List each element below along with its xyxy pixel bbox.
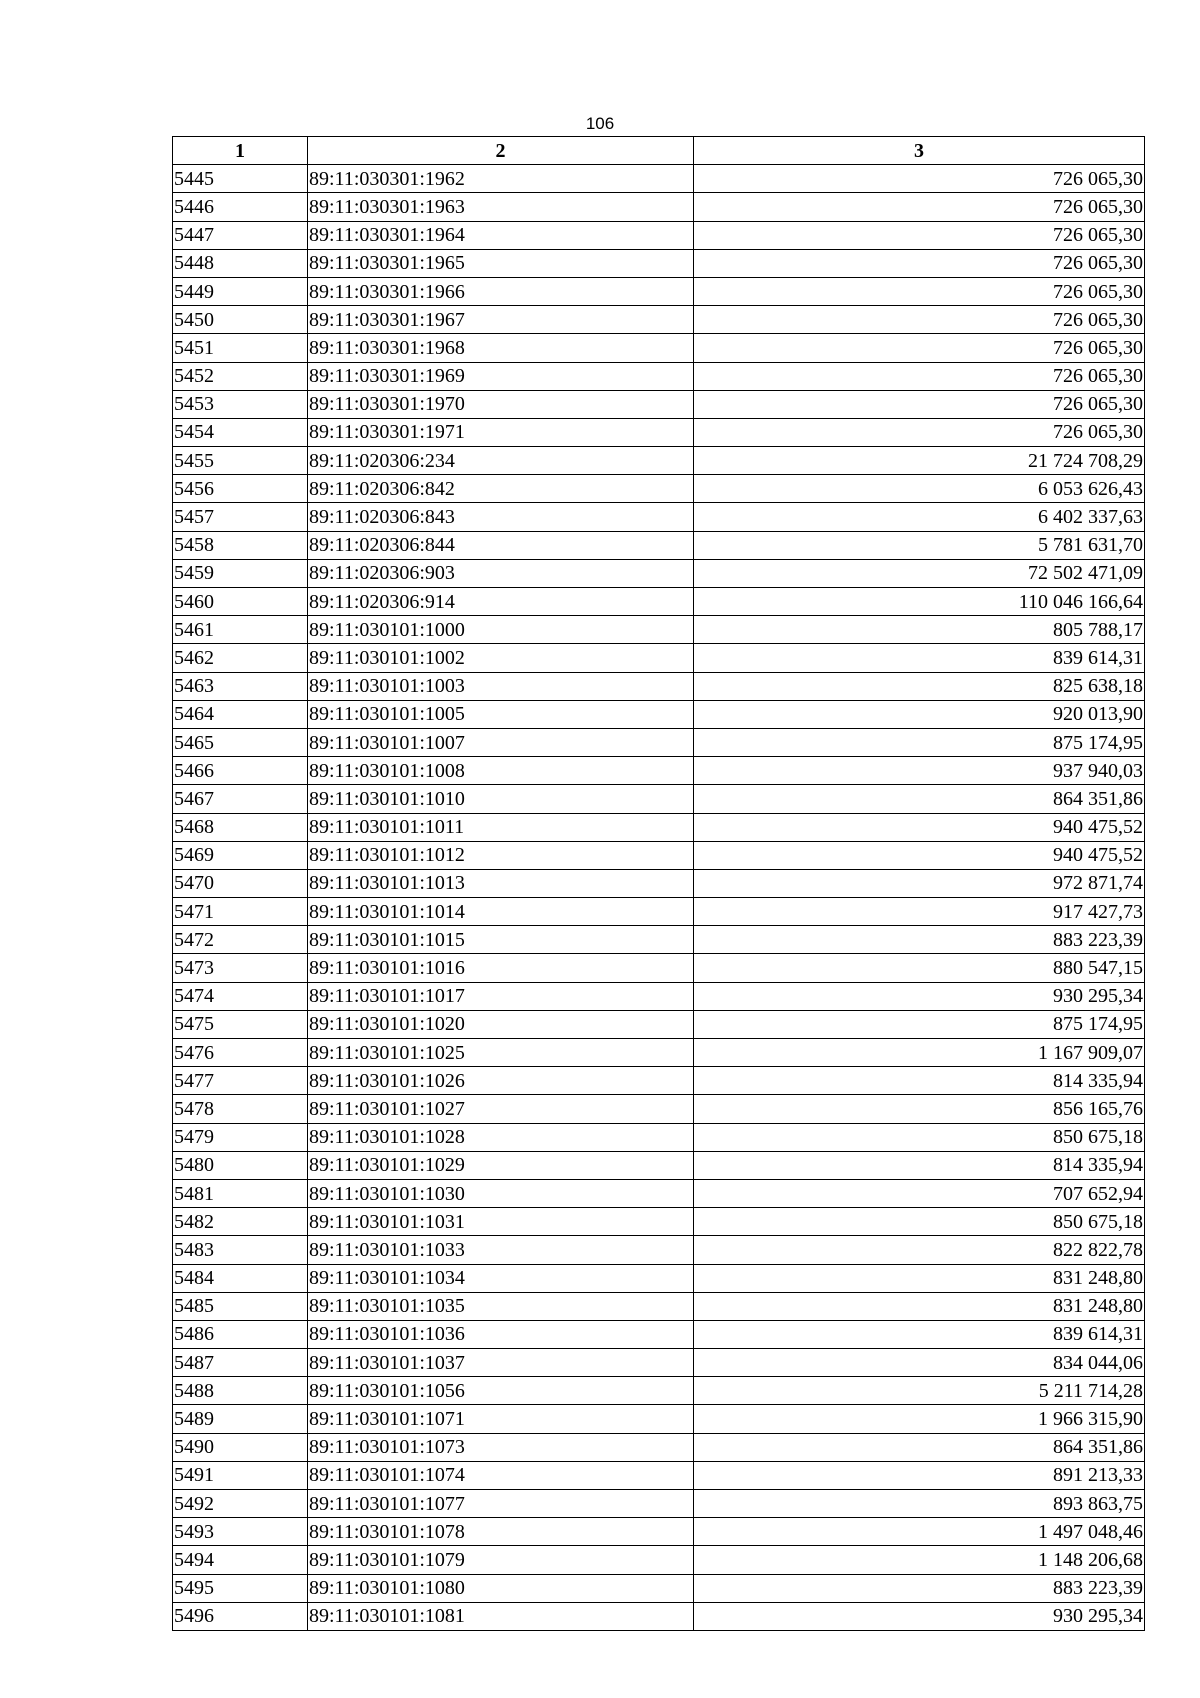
row-number-cell: 5450: [173, 306, 308, 334]
table-row: [173, 334, 1145, 362]
cadastral-number-cell: 89:11:030101:1014: [308, 898, 694, 926]
cadastral-number-cell: 89:11:030101:1073: [308, 1433, 694, 1461]
cadastral-number-cell: 89:11:030101:1027: [308, 1095, 694, 1123]
cadastral-number-cell: 89:11:030101:1080: [308, 1574, 694, 1602]
row-number-cell: 5449: [173, 277, 308, 305]
cadastral-value-cell: 972 871,74: [694, 869, 1145, 897]
table-row: [173, 1123, 1145, 1151]
cadastral-number-cell: 89:11:030301:1962: [308, 165, 694, 193]
table-row: [173, 869, 1145, 897]
table-row: [173, 700, 1145, 728]
table-row: [173, 841, 1145, 869]
cadastral-number-cell: 89:11:030301:1968: [308, 334, 694, 362]
row-number-cell: 5445: [173, 165, 308, 193]
table-row: [173, 1010, 1145, 1038]
page-number: 106: [585, 114, 615, 133]
table-row: [173, 728, 1145, 756]
cadastral-number-cell: 89:11:020306:844: [308, 531, 694, 559]
cadastral-value-cell: 875 174,95: [694, 1010, 1145, 1038]
cadastral-value-cell: 864 351,86: [694, 1433, 1145, 1461]
cadastral-number-cell: 89:11:020306:914: [308, 588, 694, 616]
cadastral-value-cell: 920 013,90: [694, 700, 1145, 728]
column-header-1: 1: [173, 137, 308, 165]
cadastral-number-cell: 89:11:020306:903: [308, 559, 694, 587]
cadastral-value-cell: 875 174,95: [694, 728, 1145, 756]
table-row: [173, 1095, 1145, 1123]
column-header-2: 2: [308, 137, 694, 165]
table-row: [173, 1574, 1145, 1602]
row-number-cell: 5455: [173, 447, 308, 475]
cadastral-number-cell: 89:11:030101:1000: [308, 616, 694, 644]
table-row: [173, 306, 1145, 334]
cadastral-number-cell: 89:11:030301:1971: [308, 418, 694, 446]
cadastral-value-cell: 1 497 048,46: [694, 1518, 1145, 1546]
cadastral-value-cell: 726 065,30: [694, 221, 1145, 249]
cadastral-number-cell: 89:11:030301:1970: [308, 390, 694, 418]
cadastral-value-cell: 883 223,39: [694, 1574, 1145, 1602]
cadastral-number-cell: 89:11:030101:1036: [308, 1320, 694, 1348]
cadastral-value-cell: 6 053 626,43: [694, 475, 1145, 503]
cadastral-number-cell: 89:11:030101:1015: [308, 926, 694, 954]
cadastral-value-cell: 839 614,31: [694, 1320, 1145, 1348]
cadastral-number-cell: 89:11:030101:1016: [308, 954, 694, 982]
row-number-cell: 5456: [173, 475, 308, 503]
row-number-cell: 5495: [173, 1574, 308, 1602]
cadastral-number-cell: 89:11:030101:1017: [308, 982, 694, 1010]
cadastral-value-cell: 850 675,18: [694, 1123, 1145, 1151]
row-number-cell: 5452: [173, 362, 308, 390]
cadastral-value-cell: 21 724 708,29: [694, 447, 1145, 475]
cadastral-value-cell: 726 065,30: [694, 362, 1145, 390]
row-number-cell: 5487: [173, 1349, 308, 1377]
row-number-cell: 5478: [173, 1095, 308, 1123]
table-row: [173, 221, 1145, 249]
table-row: [173, 390, 1145, 418]
cadastral-number-cell: 89:11:030101:1010: [308, 785, 694, 813]
cadastral-number-cell: 89:11:030101:1035: [308, 1292, 694, 1320]
table-row: [173, 249, 1145, 277]
cadastral-number-cell: 89:11:030101:1034: [308, 1264, 694, 1292]
row-number-cell: 5486: [173, 1320, 308, 1348]
row-number-cell: 5489: [173, 1405, 308, 1433]
row-number-cell: 5466: [173, 757, 308, 785]
table-row: [173, 1433, 1145, 1461]
cadastral-number-cell: 89:11:020306:843: [308, 503, 694, 531]
cadastral-value-cell: 893 863,75: [694, 1490, 1145, 1518]
table-row: [173, 785, 1145, 813]
row-number-cell: 5451: [173, 334, 308, 362]
table-row: [173, 1602, 1145, 1630]
cadastral-value-cell: 937 940,03: [694, 757, 1145, 785]
row-number-cell: 5458: [173, 531, 308, 559]
cadastral-value-cell: 930 295,34: [694, 982, 1145, 1010]
cadastral-number-cell: 89:11:030101:1037: [308, 1349, 694, 1377]
table-row: [173, 1461, 1145, 1489]
row-number-cell: 5453: [173, 390, 308, 418]
table-row: [173, 1490, 1145, 1518]
row-number-cell: 5465: [173, 728, 308, 756]
row-number-cell: 5471: [173, 898, 308, 926]
row-number-cell: 5457: [173, 503, 308, 531]
cadastral-number-cell: 89:11:030301:1966: [308, 277, 694, 305]
table-header-row: [173, 137, 1145, 165]
row-number-cell: 5494: [173, 1546, 308, 1574]
table-row: [173, 1518, 1145, 1546]
cadastral-number-cell: 89:11:020306:234: [308, 447, 694, 475]
row-number-cell: 5493: [173, 1518, 308, 1546]
cadastral-number-cell: 89:11:030101:1013: [308, 869, 694, 897]
cadastral-value-cell: 110 046 166,64: [694, 588, 1145, 616]
row-number-cell: 5472: [173, 926, 308, 954]
row-number-cell: 5483: [173, 1236, 308, 1264]
cadastral-value-cell: 856 165,76: [694, 1095, 1145, 1123]
cadastral-value-cell: 814 335,94: [694, 1067, 1145, 1095]
cadastral-number-cell: 89:11:030101:1026: [308, 1067, 694, 1095]
table-row: [173, 362, 1145, 390]
table-row: [173, 588, 1145, 616]
cadastral-value-cell: 930 295,34: [694, 1602, 1145, 1630]
row-number-cell: 5475: [173, 1010, 308, 1038]
cadastral-value-cell: 726 065,30: [694, 306, 1145, 334]
cadastral-number-cell: 89:11:030101:1011: [308, 813, 694, 841]
table-row: [173, 193, 1145, 221]
cadastral-value-cell: 726 065,30: [694, 193, 1145, 221]
table-body: [173, 165, 1145, 1631]
table-row: [173, 926, 1145, 954]
cadastral-number-cell: 89:11:030101:1033: [308, 1236, 694, 1264]
table-row: [173, 277, 1145, 305]
row-number-cell: 5463: [173, 672, 308, 700]
row-number-cell: 5464: [173, 700, 308, 728]
table-row: [173, 1236, 1145, 1264]
cadastral-value-cell: 917 427,73: [694, 898, 1145, 926]
row-number-cell: 5492: [173, 1490, 308, 1518]
cadastral-number-cell: 89:11:030101:1003: [308, 672, 694, 700]
table-row: [173, 503, 1145, 531]
cadastral-number-cell: 89:11:030101:1078: [308, 1518, 694, 1546]
table-row: [173, 1264, 1145, 1292]
table-row: [173, 1151, 1145, 1179]
row-number-cell: 5469: [173, 841, 308, 869]
cadastral-value-cell: 822 822,78: [694, 1236, 1145, 1264]
cadastral-value-cell: 850 675,18: [694, 1208, 1145, 1236]
row-number-cell: 5491: [173, 1461, 308, 1489]
cadastral-number-cell: 89:11:030101:1008: [308, 757, 694, 785]
cadastral-number-cell: 89:11:030101:1007: [308, 728, 694, 756]
cadastral-value-cell: 891 213,33: [694, 1461, 1145, 1489]
table-row: [173, 1349, 1145, 1377]
table-row: [173, 616, 1145, 644]
row-number-cell: 5476: [173, 1039, 308, 1067]
cadastral-value-cell: 72 502 471,09: [694, 559, 1145, 587]
cadastral-value-cell: 883 223,39: [694, 926, 1145, 954]
cadastral-value-cell: 707 652,94: [694, 1179, 1145, 1207]
cadastral-number-cell: 89:11:030301:1964: [308, 221, 694, 249]
table-row: [173, 1179, 1145, 1207]
row-number-cell: 5446: [173, 193, 308, 221]
cadastral-value-cell: 805 788,17: [694, 616, 1145, 644]
row-number-cell: 5479: [173, 1123, 308, 1151]
row-number-cell: 5482: [173, 1208, 308, 1236]
cadastral-number-cell: 89:11:020306:842: [308, 475, 694, 503]
row-number-cell: 5485: [173, 1292, 308, 1320]
cadastral-number-cell: 89:11:030101:1056: [308, 1377, 694, 1405]
cadastral-number-cell: 89:11:030101:1005: [308, 700, 694, 728]
table-row: [173, 982, 1145, 1010]
cadastral-number-cell: 89:11:030101:1030: [308, 1179, 694, 1207]
table-row: [173, 1546, 1145, 1574]
cadastral-value-cell: 726 065,30: [694, 277, 1145, 305]
cadastral-value-cell: 825 638,18: [694, 672, 1145, 700]
cadastral-number-cell: 89:11:030301:1969: [308, 362, 694, 390]
cadastral-number-cell: 89:11:030101:1071: [308, 1405, 694, 1433]
table-row: [173, 813, 1145, 841]
cadastral-value-cell: 6 402 337,63: [694, 503, 1145, 531]
row-number-cell: 5447: [173, 221, 308, 249]
cadastral-number-cell: 89:11:030101:1074: [308, 1461, 694, 1489]
cadastral-value-cell: 726 065,30: [694, 165, 1145, 193]
registry-table: [172, 136, 1145, 1631]
cadastral-value-cell: 1 148 206,68: [694, 1546, 1145, 1574]
row-number-cell: 5480: [173, 1151, 308, 1179]
table-row: [173, 475, 1145, 503]
cadastral-value-cell: 5 211 714,28: [694, 1377, 1145, 1405]
row-number-cell: 5473: [173, 954, 308, 982]
cadastral-value-cell: 831 248,80: [694, 1264, 1145, 1292]
table-row: [173, 757, 1145, 785]
row-number-cell: 5481: [173, 1179, 308, 1207]
cadastral-value-cell: 940 475,52: [694, 841, 1145, 869]
row-number-cell: 5460: [173, 588, 308, 616]
cadastral-number-cell: 89:11:030101:1002: [308, 644, 694, 672]
table-row: [173, 418, 1145, 446]
row-number-cell: 5488: [173, 1377, 308, 1405]
cadastral-number-cell: 89:11:030101:1020: [308, 1010, 694, 1038]
row-number-cell: 5461: [173, 616, 308, 644]
table-row: [173, 1292, 1145, 1320]
cadastral-number-cell: 89:11:030101:1029: [308, 1151, 694, 1179]
table-row: [173, 1208, 1145, 1236]
table-row: [173, 531, 1145, 559]
cadastral-value-cell: 726 065,30: [694, 249, 1145, 277]
row-number-cell: 5462: [173, 644, 308, 672]
table-row: [173, 954, 1145, 982]
row-number-cell: 5490: [173, 1433, 308, 1461]
cadastral-number-cell: 89:11:030101:1031: [308, 1208, 694, 1236]
table-row: [173, 1067, 1145, 1095]
cadastral-number-cell: 89:11:030301:1963: [308, 193, 694, 221]
row-number-cell: 5468: [173, 813, 308, 841]
cadastral-number-cell: 89:11:030101:1077: [308, 1490, 694, 1518]
table-row: [173, 644, 1145, 672]
table-row: [173, 898, 1145, 926]
cadastral-value-cell: 1 966 315,90: [694, 1405, 1145, 1433]
table-row: [173, 1320, 1145, 1348]
cadastral-value-cell: 831 248,80: [694, 1292, 1145, 1320]
row-number-cell: 5448: [173, 249, 308, 277]
cadastral-number-cell: 89:11:030101:1081: [308, 1602, 694, 1630]
table-row: [173, 165, 1145, 193]
row-number-cell: 5474: [173, 982, 308, 1010]
table-row: [173, 672, 1145, 700]
table-row: [173, 447, 1145, 475]
cadastral-value-cell: 726 065,30: [694, 334, 1145, 362]
cadastral-value-cell: 940 475,52: [694, 813, 1145, 841]
cadastral-number-cell: 89:11:030101:1025: [308, 1039, 694, 1067]
table-row: [173, 1405, 1145, 1433]
cadastral-value-cell: 880 547,15: [694, 954, 1145, 982]
column-header-3: 3: [694, 137, 1145, 165]
row-number-cell: 5470: [173, 869, 308, 897]
row-number-cell: 5454: [173, 418, 308, 446]
row-number-cell: 5496: [173, 1602, 308, 1630]
cadastral-number-cell: 89:11:030101:1012: [308, 841, 694, 869]
cadastral-value-cell: 864 351,86: [694, 785, 1145, 813]
cadastral-number-cell: 89:11:030301:1965: [308, 249, 694, 277]
cadastral-value-cell: 726 065,30: [694, 390, 1145, 418]
cadastral-number-cell: 89:11:030301:1967: [308, 306, 694, 334]
cadastral-value-cell: 834 044,06: [694, 1349, 1145, 1377]
table-row: [173, 1377, 1145, 1405]
cadastral-value-cell: 1 167 909,07: [694, 1039, 1145, 1067]
table-row: [173, 1039, 1145, 1067]
row-number-cell: 5484: [173, 1264, 308, 1292]
cadastral-value-cell: 726 065,30: [694, 418, 1145, 446]
cadastral-value-cell: 5 781 631,70: [694, 531, 1145, 559]
cadastral-value-cell: 839 614,31: [694, 644, 1145, 672]
row-number-cell: 5459: [173, 559, 308, 587]
table-row: [173, 559, 1145, 587]
row-number-cell: 5467: [173, 785, 308, 813]
cadastral-number-cell: 89:11:030101:1028: [308, 1123, 694, 1151]
cadastral-value-cell: 814 335,94: [694, 1151, 1145, 1179]
cadastral-number-cell: 89:11:030101:1079: [308, 1546, 694, 1574]
row-number-cell: 5477: [173, 1067, 308, 1095]
